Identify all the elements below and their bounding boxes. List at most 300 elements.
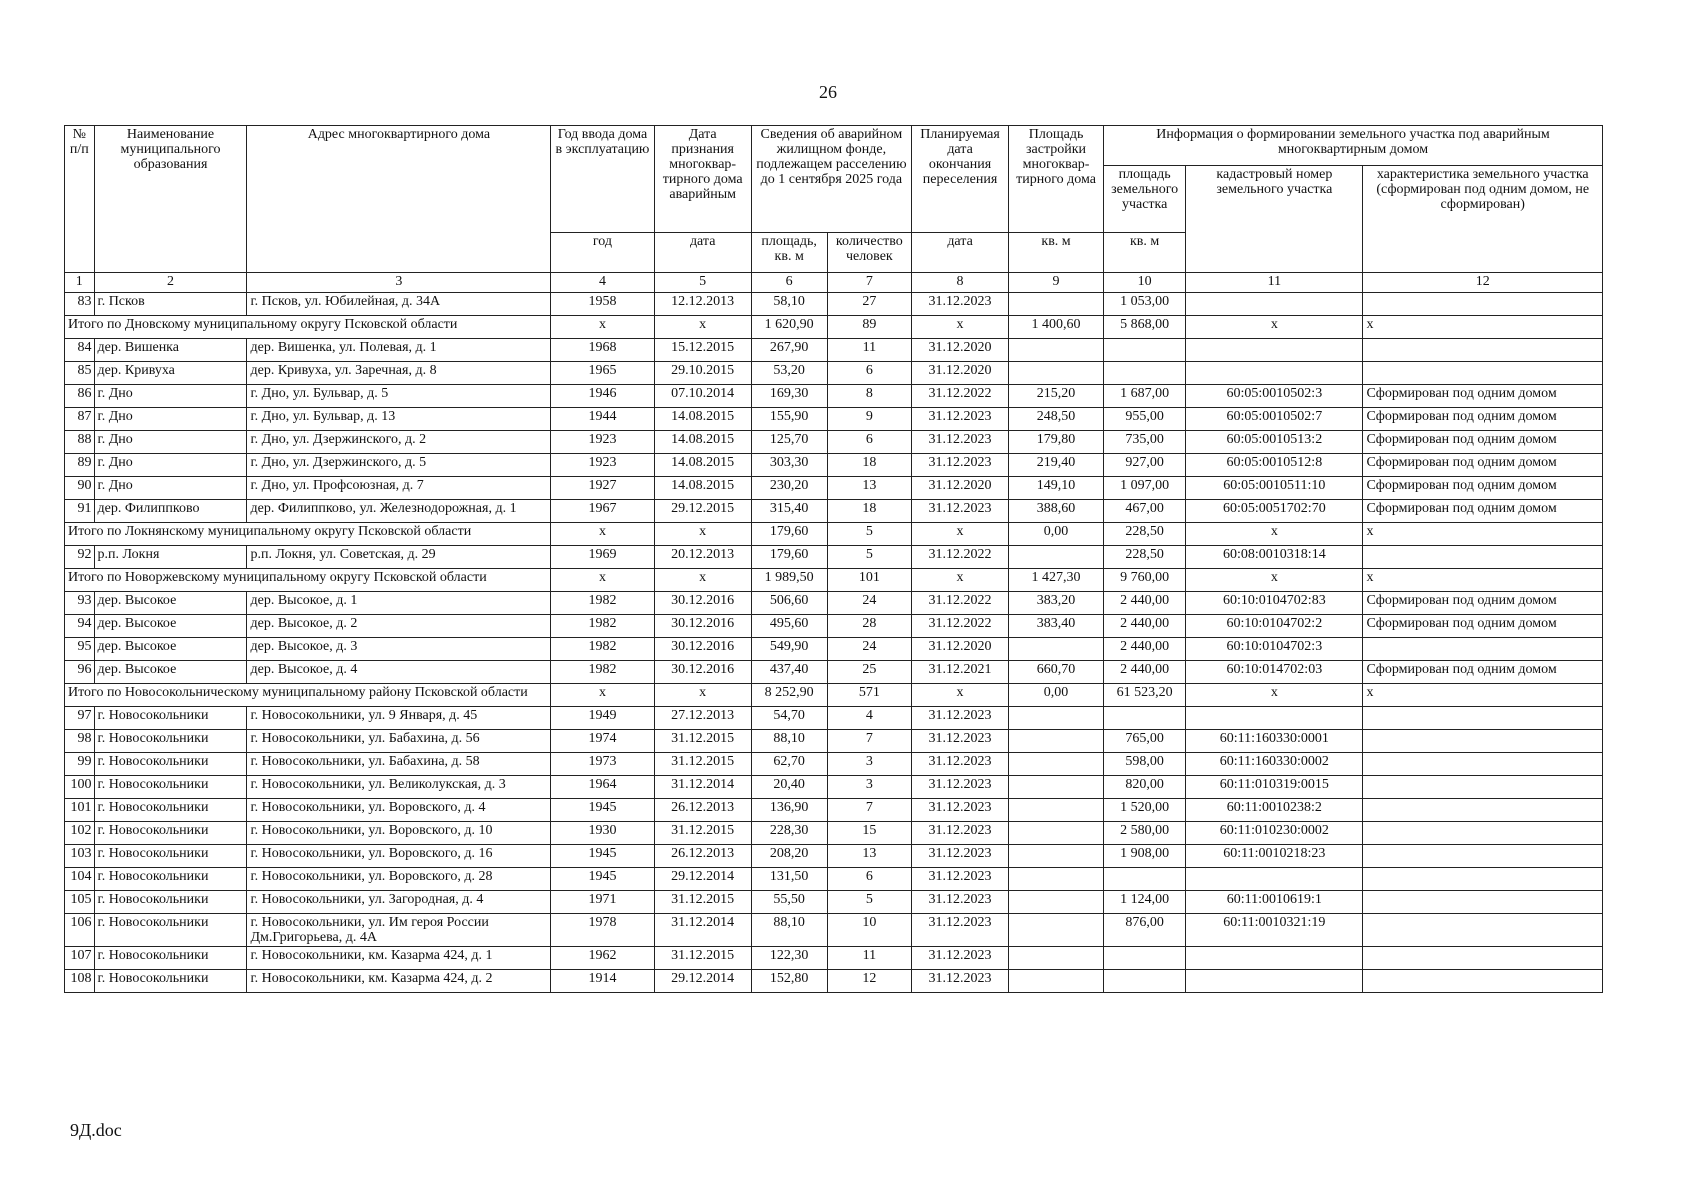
total-row — [65, 316, 1603, 339]
land-characteristic — [1363, 753, 1603, 776]
planned-date: 31.12.2022 — [912, 615, 1009, 638]
living-area: 208,20 — [751, 845, 827, 868]
emergency-date: 07.10.2014 — [654, 385, 751, 408]
planned-date: 31.12.2022 — [912, 385, 1009, 408]
col-municipality-header: Наименование муниципального образования — [94, 126, 247, 273]
year-built: 1973 — [551, 753, 654, 776]
building-area — [1009, 339, 1104, 362]
col-number-header: № п/п — [65, 126, 95, 273]
land-characteristic: Сформирован под одним домом — [1363, 592, 1603, 615]
living-area: 20,40 — [751, 776, 827, 799]
col-num-7: 7 — [827, 273, 911, 293]
emergency-date: 26.12.2013 — [654, 845, 751, 868]
address: г. Новосокольники, км. Казарма 424, д. 2 — [247, 970, 551, 993]
emergency-date: 31.12.2015 — [654, 947, 751, 970]
emergency-date: 29.10.2015 — [654, 362, 751, 385]
table-row — [65, 868, 1603, 891]
year-built: 1946 — [551, 385, 654, 408]
unit-area: площадь, кв. м — [751, 233, 827, 273]
living-area: 315,40 — [751, 500, 827, 523]
living-area: 125,70 — [751, 431, 827, 454]
building-area — [1009, 546, 1104, 569]
planned-date: 31.12.2022 — [912, 592, 1009, 615]
planned-date: 31.12.2023 — [912, 776, 1009, 799]
people-count: 24 — [827, 638, 911, 661]
year-built: х — [551, 523, 654, 546]
land-area: 1 124,00 — [1104, 891, 1186, 914]
land-characteristic: Сформирован под одним домом — [1363, 615, 1603, 638]
col-num-10: 10 — [1104, 273, 1186, 293]
emergency-date: 30.12.2016 — [654, 638, 751, 661]
table-row — [65, 431, 1603, 454]
planned-date: 31.12.2020 — [912, 362, 1009, 385]
living-area: 437,40 — [751, 661, 827, 684]
unit-building-area: кв. м — [1009, 233, 1104, 273]
row-number: 107 — [65, 947, 95, 970]
total-label: Итого по Локнянскому муниципальному округу Псковской области — [65, 523, 551, 546]
municipality: г. Новосокольники — [94, 891, 247, 914]
land-characteristic: Сформирован под одним домом — [1363, 431, 1603, 454]
row-number: 99 — [65, 753, 95, 776]
cadastral-number — [1186, 868, 1363, 891]
year-built: 1945 — [551, 868, 654, 891]
year-built: 1923 — [551, 431, 654, 454]
living-area: 230,20 — [751, 477, 827, 500]
total-label: Итого по Дновскому муниципальному округу Псковской области — [65, 316, 551, 339]
address: г. Псков, ул. Юбилейная, д. 34А — [247, 293, 551, 316]
living-area: 152,80 — [751, 970, 827, 993]
living-area: 506,60 — [751, 592, 827, 615]
living-area: 88,10 — [751, 730, 827, 753]
building-area — [1009, 707, 1104, 730]
building-area — [1009, 891, 1104, 914]
row-number: 85 — [65, 362, 95, 385]
table-row — [65, 500, 1603, 523]
planned-date: 31.12.2020 — [912, 477, 1009, 500]
municipality: г. Новосокольники — [94, 707, 247, 730]
municipality: г. Дно — [94, 385, 247, 408]
address: г. Новосокольники, ул. Великолукская, д. 3 — [247, 776, 551, 799]
people-count: 12 — [827, 970, 911, 993]
cadastral-number: 60:11:0010619:1 — [1186, 891, 1363, 914]
row-number: 83 — [65, 293, 95, 316]
cadastral-number: 60:05:0010502:3 — [1186, 385, 1363, 408]
col-land-area-header: площадь земельного участка — [1104, 166, 1186, 233]
people-count: 28 — [827, 615, 911, 638]
land-area — [1104, 947, 1186, 970]
planned-date: х — [912, 684, 1009, 707]
people-count: 5 — [827, 546, 911, 569]
land-area: 765,00 — [1104, 730, 1186, 753]
emergency-date: 12.12.2013 — [654, 293, 751, 316]
cadastral-number: 60:11:160330:0002 — [1186, 753, 1363, 776]
table-row — [65, 970, 1603, 993]
emergency-date: х — [654, 316, 751, 339]
cadastral-number: 60:10:014702:03 — [1186, 661, 1363, 684]
row-number: 84 — [65, 339, 95, 362]
people-count: 4 — [827, 707, 911, 730]
address: дер. Вишенка, ул. Полевая, д. 1 — [247, 339, 551, 362]
year-built: 1962 — [551, 947, 654, 970]
address: г. Новосокольники, км. Казарма 424, д. 1 — [247, 947, 551, 970]
cadastral-number — [1186, 293, 1363, 316]
people-count: 13 — [827, 845, 911, 868]
people-count: 18 — [827, 454, 911, 477]
people-count: 5 — [827, 891, 911, 914]
living-area: 549,90 — [751, 638, 827, 661]
address: дер. Высокое, д. 3 — [247, 638, 551, 661]
living-area: 1 620,90 — [751, 316, 827, 339]
land-characteristic — [1363, 947, 1603, 970]
living-area: 88,10 — [751, 914, 827, 947]
planned-date: 31.12.2023 — [912, 891, 1009, 914]
year-built: 1968 — [551, 339, 654, 362]
emergency-date: х — [654, 684, 751, 707]
cadastral-number: 60:11:010319:0015 — [1186, 776, 1363, 799]
land-area: 9 760,00 — [1104, 569, 1186, 592]
col-num-2: 2 — [94, 273, 247, 293]
land-characteristic — [1363, 707, 1603, 730]
land-characteristic: Сформирован под одним домом — [1363, 385, 1603, 408]
emergency-date: 31.12.2014 — [654, 776, 751, 799]
building-area — [1009, 753, 1104, 776]
planned-date: 31.12.2023 — [912, 431, 1009, 454]
building-area: 179,80 — [1009, 431, 1104, 454]
planned-date: 31.12.2023 — [912, 970, 1009, 993]
building-area: 383,20 — [1009, 592, 1104, 615]
table-header — [65, 126, 1603, 293]
address: г. Дно, ул. Дзержинского, д. 5 — [247, 454, 551, 477]
people-count: 571 — [827, 684, 911, 707]
address: г. Новосокольники, ул. Им героя России Дм.Григорьева, д. 4А — [247, 914, 551, 947]
municipality: г. Новосокольники — [94, 845, 247, 868]
col-num-1: 1 — [65, 273, 95, 293]
table-row — [65, 293, 1603, 316]
cadastral-number: 60:10:0104702:83 — [1186, 592, 1363, 615]
table-row — [65, 546, 1603, 569]
emergency-date: 14.08.2015 — [654, 431, 751, 454]
living-area: 267,90 — [751, 339, 827, 362]
municipality: дер. Высокое — [94, 592, 247, 615]
col-cadastral-header: кадастровый номер земельного участка — [1186, 166, 1363, 273]
year-built: 1927 — [551, 477, 654, 500]
living-area: 58,10 — [751, 293, 827, 316]
col-num-4: 4 — [551, 273, 654, 293]
address: р.п. Локня, ул. Советская, д. 29 — [247, 546, 551, 569]
cadastral-number — [1186, 339, 1363, 362]
land-area: 1 053,00 — [1104, 293, 1186, 316]
planned-date: 31.12.2023 — [912, 408, 1009, 431]
unit-planned-date: дата — [912, 233, 1009, 273]
cadastral-number: 60:10:0104702:2 — [1186, 615, 1363, 638]
year-built: 1967 — [551, 500, 654, 523]
municipality: дер. Вишенка — [94, 339, 247, 362]
land-characteristic — [1363, 638, 1603, 661]
emergency-date: х — [654, 569, 751, 592]
people-count: 11 — [827, 947, 911, 970]
land-area: 2 440,00 — [1104, 592, 1186, 615]
year-built: 1930 — [551, 822, 654, 845]
cadastral-number: 60:11:160330:0001 — [1186, 730, 1363, 753]
land-characteristic — [1363, 914, 1603, 947]
land-area — [1104, 868, 1186, 891]
land-area: 820,00 — [1104, 776, 1186, 799]
municipality: дер. Кривуха — [94, 362, 247, 385]
table-row — [65, 339, 1603, 362]
row-number: 93 — [65, 592, 95, 615]
col-year-header: Год ввода дома в эксплуатацию — [551, 126, 654, 233]
year-built: 1923 — [551, 454, 654, 477]
land-area: 228,50 — [1104, 546, 1186, 569]
land-area — [1104, 339, 1186, 362]
table-row — [65, 730, 1603, 753]
building-area: 219,40 — [1009, 454, 1104, 477]
cadastral-number: 60:05:0010511:10 — [1186, 477, 1363, 500]
land-characteristic: х — [1363, 523, 1603, 546]
emergency-date: 14.08.2015 — [654, 454, 751, 477]
footer-filename: 9Д.doc — [70, 1120, 122, 1140]
emergency-date: 27.12.2013 — [654, 707, 751, 730]
people-count: 6 — [827, 431, 911, 454]
emergency-date: 15.12.2015 — [654, 339, 751, 362]
cadastral-number: 60:05:0051702:70 — [1186, 500, 1363, 523]
address: г. Дно, ул. Бульвар, д. 5 — [247, 385, 551, 408]
emergency-date: 20.12.2013 — [654, 546, 751, 569]
year-built: 1971 — [551, 891, 654, 914]
land-area: 2 440,00 — [1104, 638, 1186, 661]
total-label: Итого по Новосокольническому муниципальному району Псковской области — [65, 684, 551, 707]
unit-year: год — [551, 233, 654, 273]
emergency-date: 30.12.2016 — [654, 661, 751, 684]
building-area — [1009, 362, 1104, 385]
table-row — [65, 753, 1603, 776]
col-housing-info-header: Сведения об аварийном жилищном фонде, подлежащем расселению до 1 сентября 2025 года — [751, 126, 911, 233]
planned-date: 31.12.2020 — [912, 638, 1009, 661]
planned-date: 31.12.2021 — [912, 661, 1009, 684]
municipality: г. Дно — [94, 477, 247, 500]
municipality: г. Новосокольники — [94, 753, 247, 776]
year-built: 1964 — [551, 776, 654, 799]
emergency-date: 31.12.2015 — [654, 822, 751, 845]
cadastral-number: 60:10:0104702:3 — [1186, 638, 1363, 661]
people-count: 3 — [827, 753, 911, 776]
planned-date: х — [912, 316, 1009, 339]
planned-date: 31.12.2023 — [912, 730, 1009, 753]
land-area: 5 868,00 — [1104, 316, 1186, 339]
cadastral-number — [1186, 970, 1363, 993]
col-planned-date-header: Планируемая дата окончания переселения — [912, 126, 1009, 233]
table-row — [65, 776, 1603, 799]
emergency-date: 31.12.2015 — [654, 730, 751, 753]
planned-date: 31.12.2020 — [912, 339, 1009, 362]
emergency-date: 26.12.2013 — [654, 799, 751, 822]
land-characteristic: х — [1363, 316, 1603, 339]
table-row — [65, 592, 1603, 615]
row-number: 89 — [65, 454, 95, 477]
year-built: х — [551, 316, 654, 339]
land-area — [1104, 362, 1186, 385]
planned-date: 31.12.2023 — [912, 753, 1009, 776]
land-characteristic: Сформирован под одним домом — [1363, 661, 1603, 684]
address: г. Новосокольники, ул. Воровского, д. 28 — [247, 868, 551, 891]
land-characteristic: Сформирован под одним домом — [1363, 500, 1603, 523]
address: г. Дно, ул. Дзержинского, д. 2 — [247, 431, 551, 454]
emergency-date: 30.12.2016 — [654, 615, 751, 638]
living-area: 131,50 — [751, 868, 827, 891]
land-characteristic — [1363, 362, 1603, 385]
municipality: г. Новосокольники — [94, 970, 247, 993]
living-area: 54,70 — [751, 707, 827, 730]
living-area: 1 989,50 — [751, 569, 827, 592]
address: г. Новосокольники, ул. Воровского, д. 4 — [247, 799, 551, 822]
people-count: 7 — [827, 730, 911, 753]
unit-people: количество человек — [827, 233, 911, 273]
table-row — [65, 638, 1603, 661]
people-count: 13 — [827, 477, 911, 500]
emergency-date: 30.12.2016 — [654, 592, 751, 615]
emergency-date: 29.12.2014 — [654, 868, 751, 891]
land-characteristic — [1363, 293, 1603, 316]
year-built: х — [551, 684, 654, 707]
year-built: 1982 — [551, 615, 654, 638]
year-built: 1914 — [551, 970, 654, 993]
land-characteristic — [1363, 546, 1603, 569]
municipality: г. Псков — [94, 293, 247, 316]
land-area: 467,00 — [1104, 500, 1186, 523]
row-number: 95 — [65, 638, 95, 661]
unit-date: дата — [654, 233, 751, 273]
living-area: 169,30 — [751, 385, 827, 408]
building-area: 0,00 — [1009, 684, 1104, 707]
cadastral-number: 60:11:010230:0002 — [1186, 822, 1363, 845]
year-built: 1982 — [551, 638, 654, 661]
people-count: 24 — [827, 592, 911, 615]
land-characteristic: х — [1363, 684, 1603, 707]
col-land-info-header: Информация о формировании земельного участка под аварийным многоквартирным домом — [1104, 126, 1603, 166]
building-area: 149,10 — [1009, 477, 1104, 500]
year-built: 1945 — [551, 845, 654, 868]
emergency-date: 14.08.2015 — [654, 408, 751, 431]
municipality: дер. Высокое — [94, 638, 247, 661]
year-built: 1949 — [551, 707, 654, 730]
building-area — [1009, 970, 1104, 993]
land-area: 228,50 — [1104, 523, 1186, 546]
col-num-5: 5 — [654, 273, 751, 293]
municipality: дер. Высокое — [94, 661, 247, 684]
land-characteristic — [1363, 339, 1603, 362]
planned-date: 31.12.2023 — [912, 293, 1009, 316]
page-number: 26 — [819, 82, 837, 102]
address: дер. Высокое, д. 4 — [247, 661, 551, 684]
row-number: 96 — [65, 661, 95, 684]
planned-date: 31.12.2023 — [912, 500, 1009, 523]
cadastral-number: 60:11:0010238:2 — [1186, 799, 1363, 822]
living-area: 136,90 — [751, 799, 827, 822]
address: г. Новосокольники, ул. Бабахина, д. 58 — [247, 753, 551, 776]
table-row — [65, 454, 1603, 477]
year-built: 1974 — [551, 730, 654, 753]
year-built: х — [551, 569, 654, 592]
table-row — [65, 615, 1603, 638]
land-characteristic — [1363, 730, 1603, 753]
people-count: 5 — [827, 523, 911, 546]
unit-land-area: кв. м — [1104, 233, 1186, 273]
land-characteristic: х — [1363, 569, 1603, 592]
emergency-date: 31.12.2015 — [654, 753, 751, 776]
cadastral-number: х — [1186, 684, 1363, 707]
living-area: 8 252,90 — [751, 684, 827, 707]
building-area — [1009, 822, 1104, 845]
cadastral-number: 60:08:0010318:14 — [1186, 546, 1363, 569]
land-area: 598,00 — [1104, 753, 1186, 776]
building-area — [1009, 868, 1104, 891]
year-built: 1978 — [551, 914, 654, 947]
people-count: 11 — [827, 339, 911, 362]
municipality: г. Новосокольники — [94, 822, 247, 845]
address: г. Новосокольники, ул. Бабахина, д. 56 — [247, 730, 551, 753]
municipality: р.п. Локня — [94, 546, 247, 569]
land-characteristic — [1363, 891, 1603, 914]
land-area: 1 908,00 — [1104, 845, 1186, 868]
planned-date: 31.12.2023 — [912, 454, 1009, 477]
living-area: 53,20 — [751, 362, 827, 385]
row-number: 106 — [65, 914, 95, 947]
cadastral-number: 60:05:0010512:8 — [1186, 454, 1363, 477]
address: г. Новосокольники, ул. Загородная, д. 4 — [247, 891, 551, 914]
planned-date: х — [912, 523, 1009, 546]
land-area: 876,00 — [1104, 914, 1186, 947]
cadastral-number — [1186, 362, 1363, 385]
land-characteristic — [1363, 799, 1603, 822]
municipality: г. Новосокольники — [94, 730, 247, 753]
address: дер. Филиппково, ул. Железнодорожная, д. 1 — [247, 500, 551, 523]
cadastral-number: 60:05:0010502:7 — [1186, 408, 1363, 431]
planned-date: 31.12.2022 — [912, 546, 1009, 569]
col-land-char-header: характеристика земельного участка (сформирован под одним домом, не сформирован) — [1363, 166, 1603, 273]
year-built: 1944 — [551, 408, 654, 431]
living-area: 179,60 — [751, 523, 827, 546]
row-number: 90 — [65, 477, 95, 500]
people-count: 8 — [827, 385, 911, 408]
municipality: г. Новосокольники — [94, 799, 247, 822]
table-row — [65, 891, 1603, 914]
building-area — [1009, 947, 1104, 970]
building-area — [1009, 638, 1104, 661]
living-area: 303,30 — [751, 454, 827, 477]
municipality: г. Дно — [94, 431, 247, 454]
cadastral-number: 60:05:0010513:2 — [1186, 431, 1363, 454]
row-number: 92 — [65, 546, 95, 569]
col-building-area-header: Площадь застройки многоквар-тирного дома — [1009, 126, 1104, 233]
land-characteristic — [1363, 845, 1603, 868]
row-number: 98 — [65, 730, 95, 753]
year-built: 1982 — [551, 661, 654, 684]
planned-date: 31.12.2023 — [912, 947, 1009, 970]
table-body — [65, 293, 1603, 993]
emergency-date: 31.12.2015 — [654, 891, 751, 914]
planned-date: х — [912, 569, 1009, 592]
year-built: 1958 — [551, 293, 654, 316]
emergency-date: х — [654, 523, 751, 546]
col-address-header: Адрес многоквартирного дома — [247, 126, 551, 273]
table-row — [65, 822, 1603, 845]
municipality: г. Дно — [94, 454, 247, 477]
building-area: 248,50 — [1009, 408, 1104, 431]
col-num-6: 6 — [751, 273, 827, 293]
land-area: 955,00 — [1104, 408, 1186, 431]
col-num-11: 11 — [1186, 273, 1363, 293]
row-number: 108 — [65, 970, 95, 993]
